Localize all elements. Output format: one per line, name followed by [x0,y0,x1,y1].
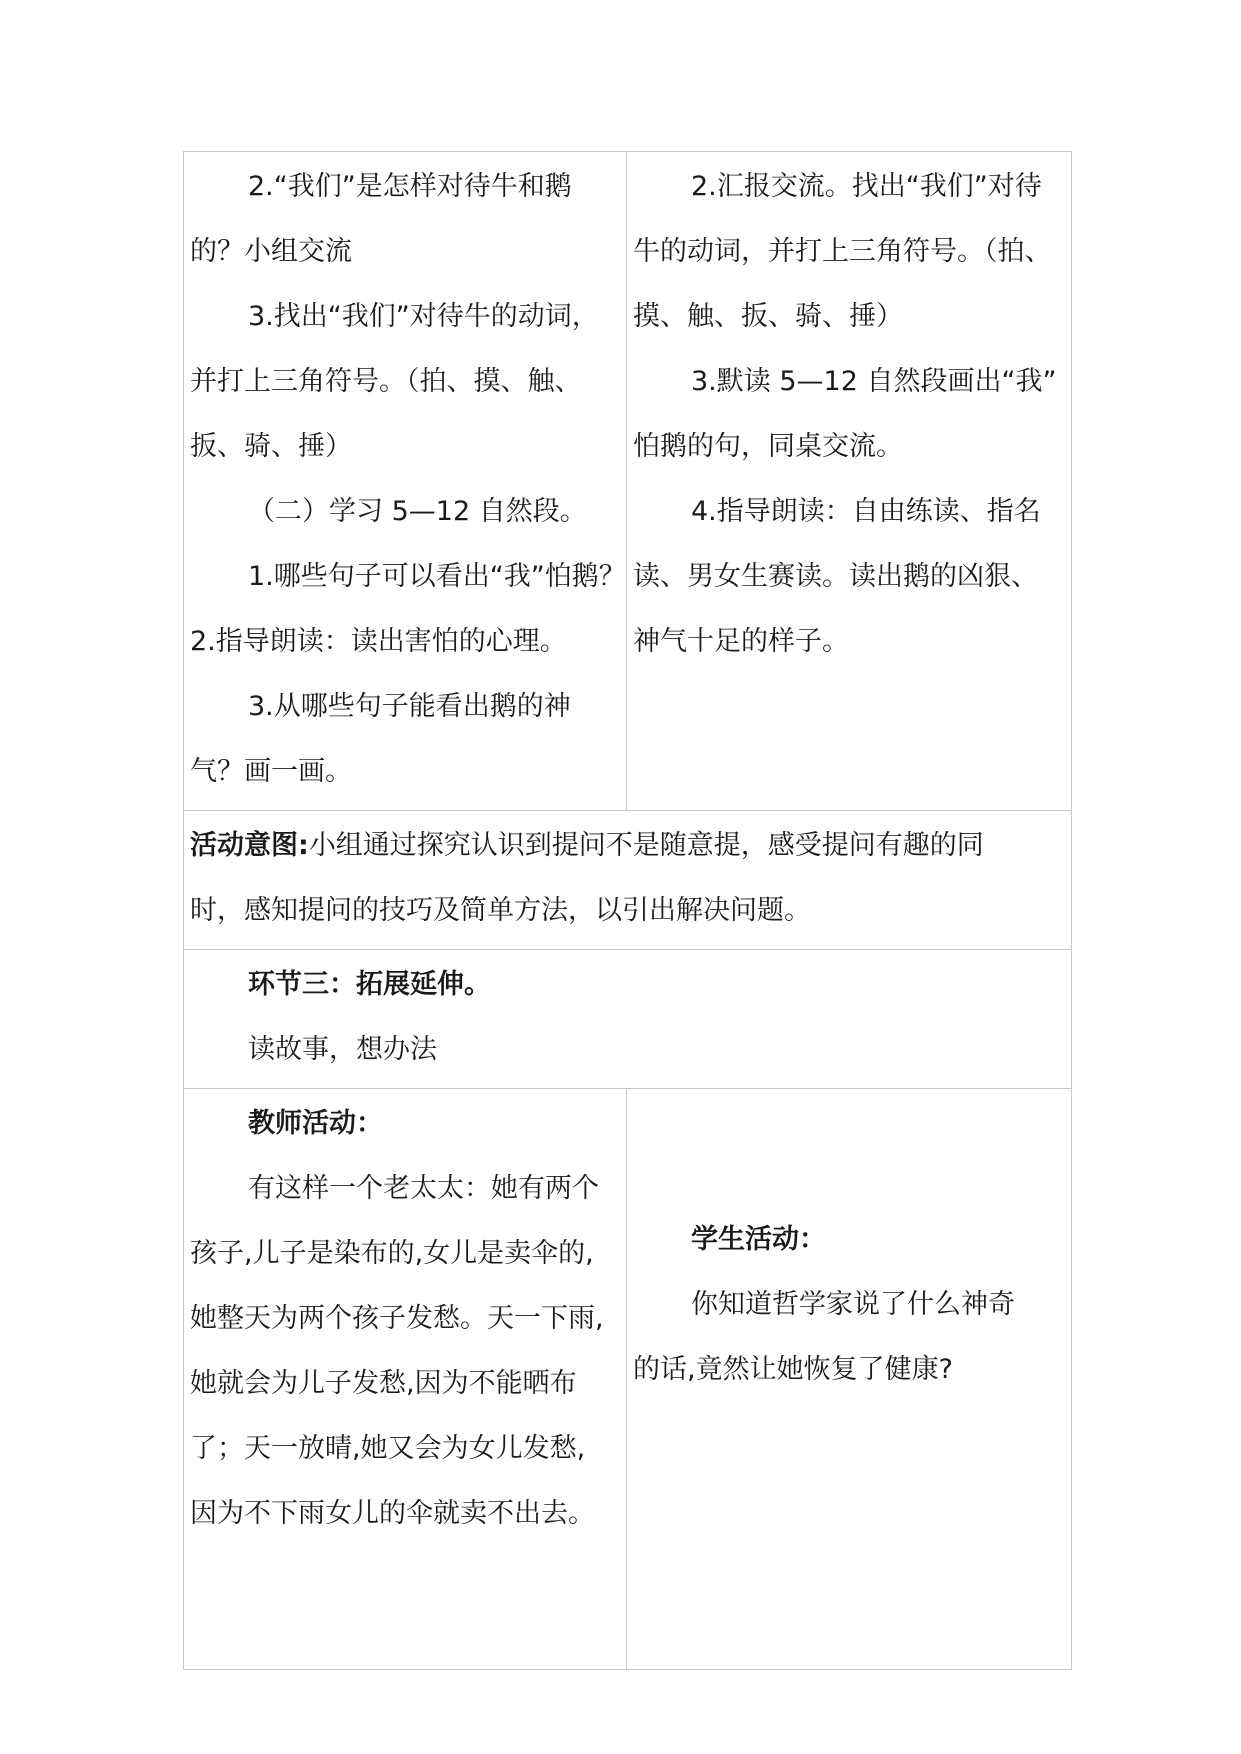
text-line: 并打上三角符号。（拍、摸、触、 [190,366,582,397]
student-activity-cell [627,1089,1072,1670]
text-line: 3.从哪些句子能看出鹅的神 [248,691,571,722]
text-line: 2.“我们”是怎样对待牛和鹅 [248,171,572,202]
section-heading: （二）学习 5—12 自然段。 [248,496,587,527]
lesson-plan-table [183,151,1072,1670]
text-line: 她整天为两个孩子发愁。天一下雨, [190,1303,604,1334]
text-line: 气？画一画。 [190,756,352,787]
activity-intent-cell [184,811,1072,950]
text-line: 的？小组交流 [190,236,352,267]
text-line: 有这样一个老太太：她有两个 [248,1173,599,1204]
text-line: 因为不下雨女儿的伞就卖不出去。 [190,1498,595,1529]
text-line: 3.找出“我们”对待牛的动词， [248,301,599,332]
text-line: 了；天一放晴,她又会为女儿发愁, [190,1433,586,1464]
text-line: 神气十足的样子。 [633,626,849,657]
table-row [184,811,1072,950]
text-line: 扳、骑、捶） [190,431,352,462]
text-line: 孩子,儿子是染布的,女儿是卖伞的, [190,1238,594,1269]
text-line: 你知道哲学家说了什么神奇 [691,1289,1015,1320]
section3-cell [184,950,1072,1089]
text-line: 她就会为儿子发愁,因为不能晒布 [190,1368,577,1399]
intent-text: 小组通过探究认识到提问不是随意提，感受提问有趣的同 [308,830,984,861]
table-row [184,950,1072,1089]
text-line: 牛的动词，并打上三角符号。（拍、 [633,236,1052,267]
section-subtitle: 读故事，想办法 [248,1034,437,1065]
student-heading: 学生活动： [691,1224,826,1255]
student-steps-cell [627,152,1072,811]
text-line: 读、男女生赛读。读出鹅的凶狠、 [633,561,1038,592]
intent-text: 时，感知提问的技巧及简单方法，以引出解决问题。 [190,895,811,926]
text-line: 2.汇报交流。找出“我们”对待 [691,171,1042,202]
teacher-heading: 教师活动： [248,1108,383,1139]
table-row [184,152,1072,811]
text-line: 的话,竟然让她恢复了健康? [633,1354,953,1385]
text-line: 怕鹅的句，同桌交流。 [633,431,903,462]
text-line: 4.指导朗读：自由练读、指名 [691,496,1041,527]
text-line: 3.默读 5—12 自然段画出“我” [691,366,1057,397]
intent-label: 活动意图: [190,830,309,861]
table-row [184,1089,1072,1670]
text-line: 1.哪些句子可以看出“我”怕鹅？ [248,561,626,592]
teacher-activity-cell [184,1089,627,1670]
teacher-steps-cell [184,152,627,811]
text-line: 摸、触、扳、骑、捶） [633,301,903,332]
section-heading: 环节三：拓展延伸。 [248,969,491,1000]
text-line: 2.指导朗读：读出害怕的心理。 [190,626,567,657]
